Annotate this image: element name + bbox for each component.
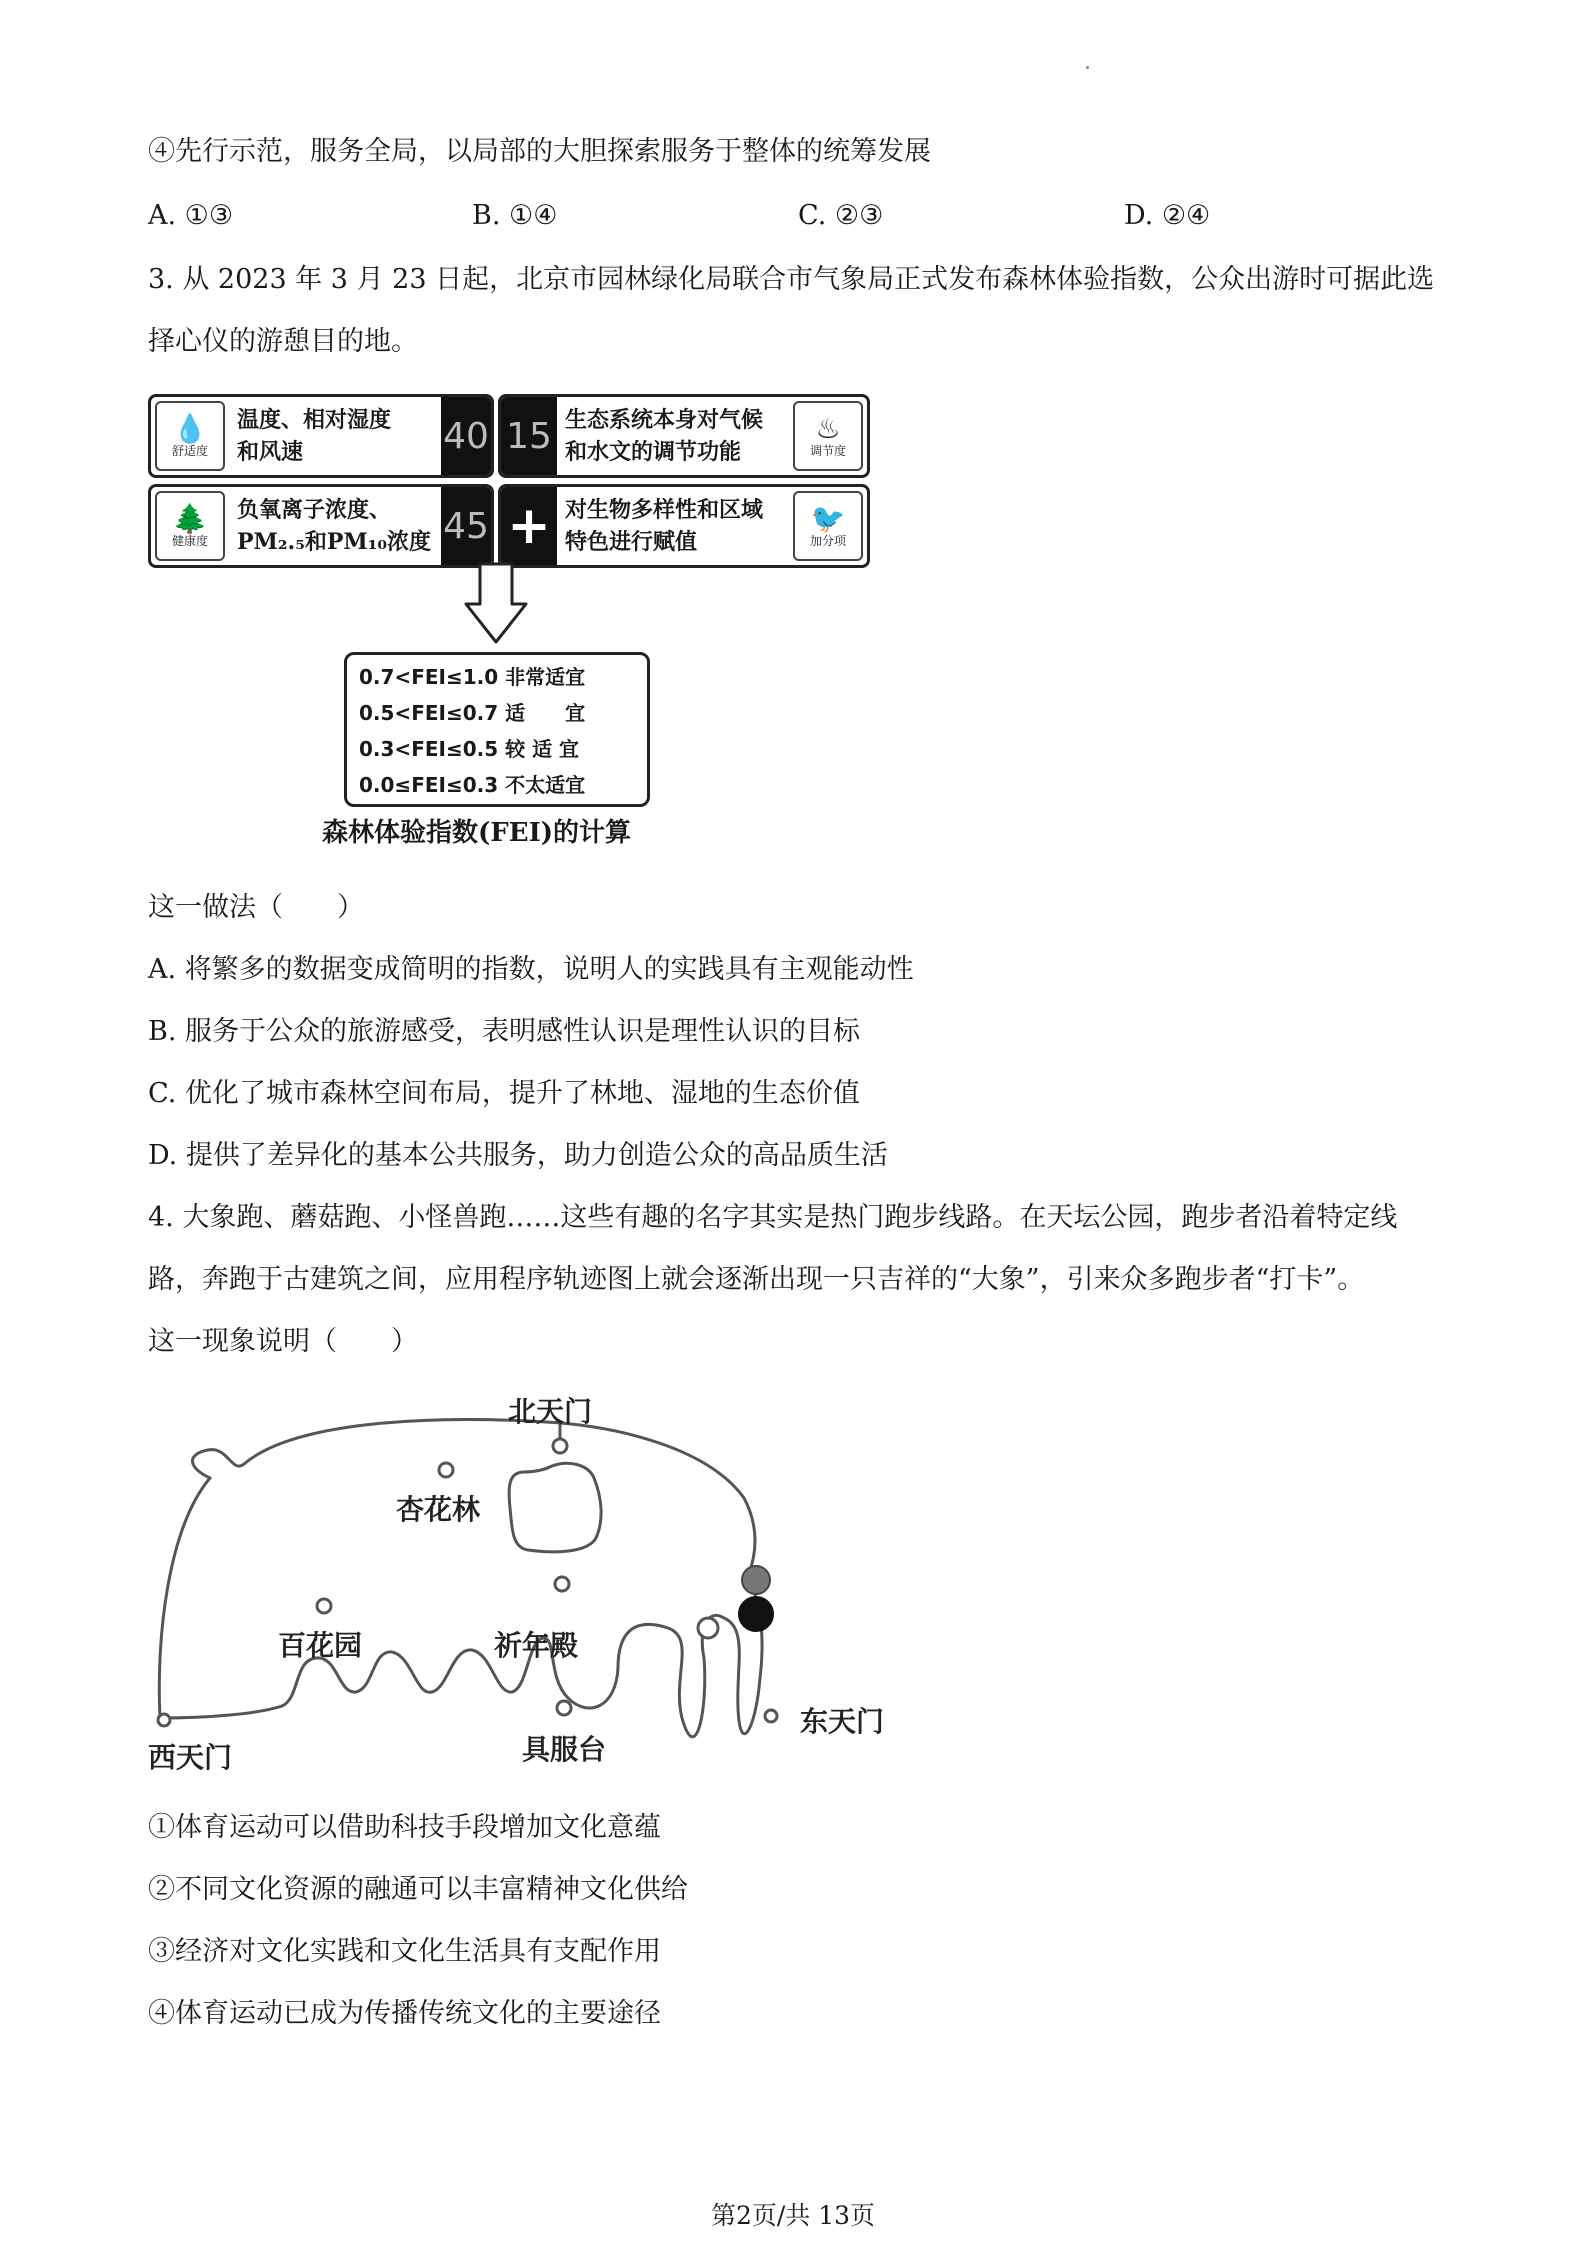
panel-regulation-text-2: 和水文的调节功能	[565, 439, 742, 465]
q2-item-4: ④先行示范，服务全局，以局部的大胆探索服务于整体的统筹发展	[148, 136, 931, 167]
panel-health-icon-box	[155, 491, 225, 561]
panel-regulation-icon-box	[793, 401, 863, 471]
panel-bonus-caption: 加分项	[809, 534, 846, 548]
q4-stem-line2: 路，奔跑于古建筑之间，应用程序轨迹图上就会逐渐出现一只吉祥的“大象”，引来众多跑步者“打卡”。	[148, 1264, 1365, 1295]
forest-icon: 🌲	[172, 502, 208, 535]
panel-bonus-text-1: 对生物多样性和区域	[565, 497, 764, 523]
panel-health	[148, 484, 494, 568]
fei-row: 0.0≤FEI≤0.3 不太适宜	[359, 773, 586, 797]
q3-option-b: B. 服务于公众的旅游感受，表明感性认识是理性认识的目标	[148, 1016, 861, 1047]
map-label-baihuayuan: 百花园	[278, 1629, 363, 1662]
fei-levels-box	[344, 652, 650, 807]
panel-comfort-text-2: 和风速	[237, 439, 304, 465]
elephant-route-path	[148, 1388, 908, 1778]
page-footer: 第2页/共 13页	[710, 2201, 876, 2230]
panel-regulation-caption: 调节度	[809, 444, 846, 458]
map-label-east-gate: 东天门	[800, 1705, 885, 1738]
q3-stem-line1: 3. 从 2023 年 3 月 23 日起，北京市园林绿化局联合市气象局正式发布森林体验指数，公众出游时可据此选	[148, 264, 1435, 295]
panel-regulation-text-1: 生态系统本身对气候	[565, 407, 764, 433]
map-label-jufutai: 具服台	[522, 1733, 607, 1766]
panel-bonus-text-2: 特色进行赋值	[565, 529, 698, 555]
fei-figure-caption: 森林体验指数(FEI)的计算	[322, 818, 632, 848]
down-arrow-icon	[464, 562, 528, 646]
q2-option-c: C. ②③	[798, 200, 884, 231]
q3-option-c: C. 优化了城市森林空间布局，提升了林地、湿地的生态价值	[148, 1078, 860, 1109]
panel-bonus-value: +	[501, 487, 557, 565]
panel-bonus-icon-box	[793, 491, 863, 561]
map-label-xinghualin: 杏花林	[396, 1493, 481, 1526]
q4-item-1: ①体育运动可以借助科技手段增加文化意蕴	[148, 1812, 661, 1843]
q3-option-a: A. 将繁多的数据变成简明的指数，说明人的实践具有主观能动性	[148, 954, 914, 985]
panel-bonus	[498, 484, 870, 568]
waves-icon: ♨	[815, 412, 841, 445]
panel-comfort-value: 40	[441, 397, 491, 475]
q3-stem-line2: 择心仪的游憩目的地。	[148, 326, 418, 357]
panel-regulation-value: 15	[501, 397, 557, 475]
panel-comfort-caption: 舒适度	[171, 444, 208, 458]
elephant-route-map	[148, 1388, 908, 1778]
panel-health-text-2: PM₂.₅和PM₁₀浓度	[237, 529, 431, 555]
q4-prompt: 这一现象说明（ ）	[148, 1326, 418, 1357]
q4-item-3: ③经济对文化实践和文化生活具有支配作用	[148, 1936, 661, 1967]
q3-prompt: 这一做法（ ）	[148, 892, 364, 923]
water-drops-icon: 💧	[172, 412, 208, 445]
panel-regulation	[498, 394, 870, 478]
map-label-west-gate: 西天门	[148, 1741, 233, 1774]
panel-comfort-text-1: 温度、相对湿度	[237, 407, 392, 433]
q4-item-4: ④体育运动已成为传播传统文化的主要途径	[148, 1998, 661, 2029]
map-label-qiniandian: 祈年殿	[494, 1629, 579, 1662]
panel-comfort	[148, 394, 494, 478]
q4-stem-line1: 4. 大象跑、蘑菇跑、小怪兽跑……这些有趣的名字其实是热门跑步线路。在天坛公园，跑步者沿着特定线	[148, 1202, 1398, 1233]
q2-option-d: D. ②④	[1124, 200, 1211, 231]
q2-option-a: A. ①③	[148, 200, 234, 231]
fei-row: 0.3<FEI≤0.5 较 适 宜	[359, 737, 580, 761]
q4-item-2: ②不同文化资源的融通可以丰富精神文化供给	[148, 1874, 688, 1905]
bird-icon: 🐦	[810, 502, 846, 535]
panel-health-value: 45	[441, 487, 491, 565]
panel-health-text-1: 负氧离子浓度、	[237, 497, 392, 523]
map-label-north-gate: 北天门	[508, 1395, 593, 1428]
fei-figure	[148, 394, 872, 854]
scan-dot	[1086, 66, 1089, 69]
q3-option-d: D. 提供了差异化的基本公共服务，助力创造公众的高品质生活	[148, 1140, 888, 1171]
fei-row: 0.5<FEI≤0.7 适 宜	[359, 701, 586, 725]
fei-row: 0.7<FEI≤1.0 非常适宜	[359, 665, 586, 689]
panel-comfort-icon-box	[155, 401, 225, 471]
q2-option-b: B. ①④	[472, 200, 558, 231]
panel-health-caption: 健康度	[171, 534, 208, 548]
